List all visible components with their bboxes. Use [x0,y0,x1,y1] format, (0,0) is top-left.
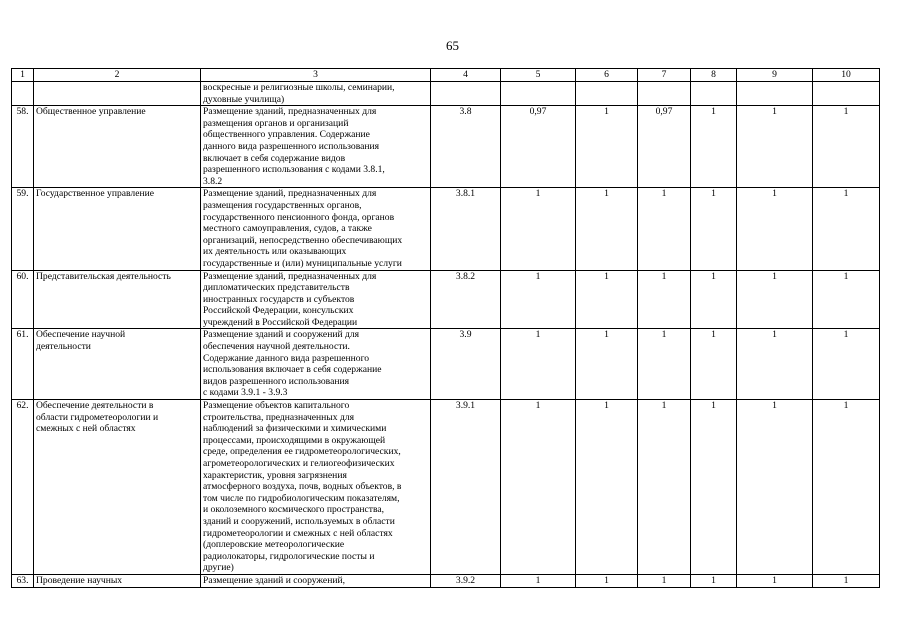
value-col9: 1 [737,400,813,575]
value-col9: 1 [737,270,813,329]
column-header: 2 [34,69,201,82]
value-col8: 1 [691,574,737,587]
table-row [12,270,880,329]
value-col8: 1 [691,106,737,188]
header-row [12,69,880,82]
column-header: 6 [576,69,638,82]
row-number: 58. [12,106,34,188]
value-col5: 1 [501,270,576,329]
value-col7: 1 [638,188,691,270]
column-header: 1 [12,69,34,82]
value-col6: 1 [576,188,638,270]
value-col10: 1 [813,188,880,270]
value-col7: 1 [638,270,691,329]
value-col5: 1 [501,329,576,400]
value-col7: 1 [638,574,691,587]
value-col5: 1 [501,400,576,575]
value-col9 [737,82,813,106]
table-row [12,400,880,575]
value-col7: 1 [638,400,691,575]
use-name [34,82,201,106]
use-description: воскресные и религиозные школы, семинарии, духовные училища) [201,82,431,106]
value-col5: 1 [501,188,576,270]
table-row [12,574,880,587]
value-col6: 1 [576,574,638,587]
row-number: 60. [12,270,34,329]
column-header: 9 [737,69,813,82]
value-col6: 1 [576,329,638,400]
use-code: 3.9 [431,329,501,400]
use-name: Обеспечение научной деятельности [34,329,201,400]
value-col5 [501,82,576,106]
page-number: 65 [446,38,459,53]
use-description: Размещение объектов капитального строительства, предназначенных для наблюдений за физическими и химическими процессами, происходящими в окружающей среде, определения ее гидрометеорологических, агрометеорологических и гелиогеофизических характеристик, уровня загрязнения атмосферного воздуха, почв, водных объектов, в том числе по гидробиологическим показателям, и околоземного космического пространства, зданий и сооружений, используемых в области гидрометеорологии и смежных с ней областях (доплеровские метеорологические радиолокаторы, гидрологические посты и другие) [201,400,431,575]
row-number: 62. [12,400,34,575]
value-col10: 1 [813,574,880,587]
value-col7: 0,97 [638,106,691,188]
value-col10: 1 [813,400,880,575]
value-col6: 1 [576,400,638,575]
use-code: 3.8 [431,106,501,188]
value-col8: 1 [691,270,737,329]
value-col7: 1 [638,329,691,400]
use-name: Государственное управление [34,188,201,270]
use-code: 3.9.2 [431,574,501,587]
value-col5: 1 [501,574,576,587]
value-col6: 1 [576,106,638,188]
use-name: Представительская деятельность [34,270,201,329]
row-number [12,82,34,106]
value-col10: 1 [813,270,880,329]
use-description: Размещение зданий и сооружений для обеспечения научной деятельности. Содержание данного вида разрешенного использования включает в себя содержание видов разрешенного использования с кодами 3.9.1 - 3.9.3 [201,329,431,400]
value-col9: 1 [737,329,813,400]
value-col8: 1 [691,400,737,575]
column-header: 10 [813,69,880,82]
row-number: 61. [12,329,34,400]
value-col9: 1 [737,106,813,188]
use-description: Размещение зданий и сооружений, [201,574,431,587]
use-code: 3.8.1 [431,188,501,270]
use-name: Общественное управление [34,106,201,188]
column-header: 4 [431,69,501,82]
row-number: 59. [12,188,34,270]
column-header: 5 [501,69,576,82]
table-row [12,106,880,188]
land-use-table [11,68,880,588]
value-col9: 1 [737,574,813,587]
value-col10: 1 [813,329,880,400]
column-header: 3 [201,69,431,82]
use-name: Проведение научных [34,574,201,587]
use-code: 3.9.1 [431,400,501,575]
value-col7 [638,82,691,106]
value-col5: 0,97 [501,106,576,188]
value-col6 [576,82,638,106]
value-col6: 1 [576,270,638,329]
table-body [12,69,880,588]
table-row [12,329,880,400]
table-row [12,188,880,270]
value-col9: 1 [737,188,813,270]
row-number: 63. [12,574,34,587]
use-description: Размещение зданий, предназначенных для размещения государственных органов, государственного пенсионного фонда, органов местного самоуправления, судов, а также организаций, непосредственно обеспечивающих их деятельность или оказывающих государственные и (или) муниципальные услуги [201,188,431,270]
use-name: Обеспечение деятельности в области гидрометеорологии и смежных с ней областях [34,400,201,575]
value-col10: 1 [813,106,880,188]
table-row [12,82,880,106]
value-col8 [691,82,737,106]
use-code: 3.8.2 [431,270,501,329]
use-description: Размещение зданий, предназначенных для размещения органов и организаций общественного управления. Содержание данного вида разрешенного использования включает в себя содержание видов разрешенного использования с кодами 3.8.1, 3.8.2 [201,106,431,188]
value-col8: 1 [691,188,737,270]
column-header: 8 [691,69,737,82]
use-description: Размещение зданий, предназначенных для дипломатических представительств иностранных государств и субъектов Российской Федерации, консульских учреждений в Российской Федерации [201,270,431,329]
value-col10 [813,82,880,106]
column-header: 7 [638,69,691,82]
value-col8: 1 [691,329,737,400]
use-code [431,82,501,106]
